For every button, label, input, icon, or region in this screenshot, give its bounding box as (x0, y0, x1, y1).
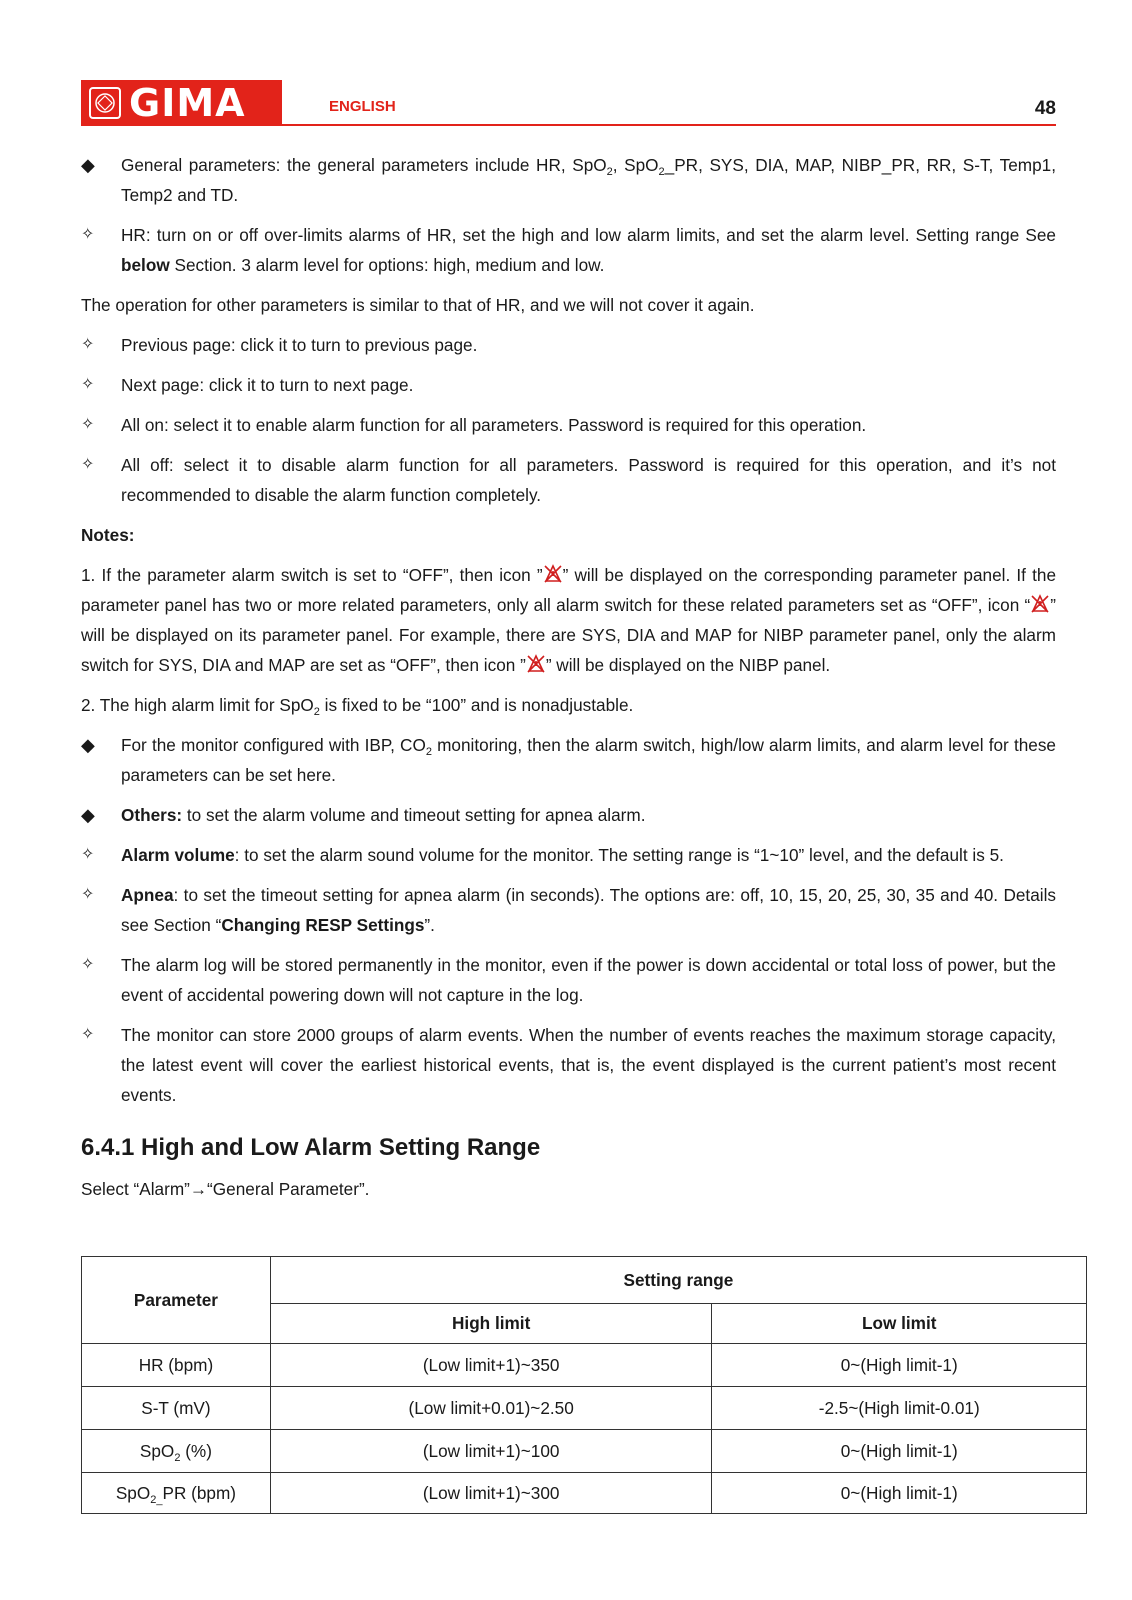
alarm-range-table (81, 1256, 1087, 1514)
text-run: ”. (424, 915, 435, 935)
table-row (82, 1430, 1087, 1473)
subscript: 2 (313, 706, 320, 718)
text-run: PR (bpm) (162, 1482, 237, 1503)
page-header (81, 80, 1056, 126)
alarm-off-icon (543, 564, 563, 584)
alarm-off-icon (1030, 594, 1050, 614)
sub-bullet-item (81, 370, 1056, 400)
cell-low-limit: -2.5~(High limit-0.01) (712, 1387, 1087, 1430)
text-run: For the monitor configured with IBP, CO (121, 735, 426, 755)
paragraph (81, 690, 1056, 720)
bold-text: Notes: (81, 525, 135, 545)
text-run: monitoring, then the alarm switch, high/low alarm limits, and alarm level for these parameters can be set here. (121, 735, 1056, 785)
sub-bullet-item (81, 330, 1056, 360)
sub-bullet-item (81, 1020, 1056, 1110)
diamond-bullet-icon: ◆ (81, 805, 95, 825)
logo-text: GIMA (129, 81, 246, 125)
bullet-item (81, 150, 1056, 210)
text-run: 2. The high alarm limit for SpO (81, 695, 314, 715)
page-number: 48 (1034, 98, 1056, 119)
language-label: ENGLISH (329, 98, 396, 115)
text-run: All on: select it to enable alarm function for all parameters. Password is required for this operation. (121, 415, 867, 435)
text-run: Previous page: click it to turn to previous page. (121, 335, 478, 355)
header-low-limit: Low limit (712, 1304, 1087, 1344)
subscript: 2 (658, 166, 665, 178)
text-run: ” will be displayed on the NIBP panel. (545, 655, 831, 675)
text-run: to set the alarm volume and timeout setting for apnea alarm. (182, 805, 646, 825)
star-bullet-icon: ✧ (81, 376, 95, 393)
header-parameter: Parameter (82, 1257, 271, 1344)
diamond-bullet-icon: ◆ (81, 155, 95, 175)
star-bullet-icon: ✧ (81, 956, 95, 973)
text-run: _PR, SYS, DIA, MAP, NIBP_PR, RR, S-T, Temp1, Temp2 and TD. (121, 155, 1056, 205)
text-run: HR: turn on or off over-limits alarms of HR, set the high and low alarm limits, and set the alarm level. Setting range See (121, 225, 1056, 245)
text-run: SpO (115, 1482, 151, 1503)
text-run: General parameters: the general parameters include HR, SpO (121, 155, 607, 175)
bold-text: Alarm volume (121, 845, 235, 865)
gima-emblem-icon (89, 87, 121, 119)
paragraph (81, 520, 1056, 550)
table-header-row (82, 1257, 1087, 1304)
cell-parameter (82, 1344, 271, 1387)
subscript: 2_ (150, 1493, 163, 1506)
bullet-item (81, 730, 1056, 790)
gima-logo (81, 80, 282, 126)
table-row (82, 1387, 1087, 1430)
text-run: Next page: click it to turn to next page. (121, 375, 414, 395)
text-run: The monitor can store 2000 groups of alarm events. When the number of events reaches the maximum storage capacity, the latest event will cover the earliest historical events, that is, the event displayed is the current patient’s most recent events. (121, 1025, 1056, 1105)
diamond-bullet-icon: ◆ (81, 735, 95, 755)
header-high-limit: High limit (270, 1304, 712, 1344)
text-run: : to set the alarm sound volume for the monitor. The setting range is “1~10” level, and the default is 5. (234, 845, 1004, 865)
cell-low-limit: 0~(High limit-1) (712, 1473, 1087, 1514)
bold-text: Apnea (121, 885, 174, 905)
text-run: All off: select it to disable alarm function for all parameters. Password is required for this operation, and it’s not recommended to disable the alarm function completely. (121, 455, 1056, 505)
cell-low-limit: 0~(High limit-1) (712, 1430, 1087, 1473)
section-intro: Select “Alarm”→“General Parameter”. (81, 1179, 370, 1199)
subscript: 2 (174, 1451, 181, 1464)
text-run: Section. 3 alarm level for options: high, medium and low. (169, 255, 605, 275)
sub-bullet-item (81, 410, 1056, 440)
bold-text: Others: (121, 805, 183, 825)
text-run: SpO (139, 1440, 175, 1461)
body-text (81, 150, 1056, 1214)
sub-bullet-item (81, 950, 1056, 1010)
text-run: : to set the timeout setting for apnea alarm (in seconds). The options are: off, 10, 15, 20, 25, 30, 35 and 40. Details see Section “ (121, 885, 1056, 935)
sub-bullet-item (81, 220, 1056, 280)
text-run: is fixed to be “100” and is nonadjustable. (319, 695, 634, 715)
sub-bullet-item (81, 880, 1056, 940)
sub-bullet-item (81, 840, 1056, 870)
text-run: ” will be displayed on its parameter panel. For example, there are SYS, DIA and MAP for NIBP parameter panel, only the alarm switch for SYS, DIA and MAP are set as “OFF”, then icon ” (81, 595, 1056, 675)
table-row (82, 1344, 1087, 1387)
star-bullet-icon: ✧ (81, 336, 95, 353)
cell-parameter (82, 1430, 271, 1473)
alarm-off-icon (526, 654, 546, 674)
bullet-item (81, 800, 1056, 830)
star-bullet-icon: ✧ (81, 886, 95, 903)
cell-high-limit: (Low limit+1)~100 (270, 1430, 712, 1473)
section-heading: 6.4.1 High and Low Alarm Setting Range (81, 1134, 541, 1161)
text-run: ” will be displayed on the corresponding parameter panel. If the parameter panel has two or more related parameters, only all alarm switch for these related parameters set as “OFF”, icon “ (81, 565, 1056, 615)
paragraph-list (81, 150, 1056, 1110)
subscript: 2 (606, 166, 613, 178)
text-run: S-T (mV) (141, 1397, 211, 1418)
cell-parameter (82, 1473, 271, 1514)
text-run: , SpO (612, 155, 659, 175)
paragraph (81, 560, 1056, 680)
header-setting-range: Setting range (270, 1257, 1086, 1304)
text-run: (%) (180, 1440, 212, 1461)
star-bullet-icon: ✧ (81, 456, 95, 473)
sub-bullet-item (81, 450, 1056, 510)
star-bullet-icon: ✧ (81, 1026, 95, 1043)
star-bullet-icon: ✧ (81, 416, 95, 433)
cell-parameter (82, 1387, 271, 1430)
cell-low-limit: 0~(High limit-1) (712, 1344, 1087, 1387)
star-bullet-icon: ✧ (81, 226, 95, 243)
subscript: 2 (425, 746, 432, 758)
text-run: The alarm log will be stored permanently in the monitor, even if the power is down accidental or total loss of power, but the event of accidental powering down will not capture in the log. (121, 955, 1056, 1005)
table-row (82, 1473, 1087, 1514)
cell-high-limit: (Low limit+1)~300 (270, 1473, 712, 1514)
paragraph (81, 290, 1056, 320)
star-bullet-icon: ✧ (81, 846, 95, 863)
text-run: HR (bpm) (138, 1354, 214, 1375)
text-run: The operation for other parameters is similar to that of HR, and we will not cover it again. (81, 295, 755, 315)
cell-high-limit: (Low limit+0.01)~2.50 (270, 1387, 712, 1430)
text-run: 1. If the parameter alarm switch is set to “OFF”, then icon ” (81, 565, 543, 585)
bold-text: Changing RESP Settings (221, 915, 425, 935)
bold-text: below (121, 255, 170, 275)
header-rule (282, 124, 1056, 126)
cell-high-limit: (Low limit+1)~350 (270, 1344, 712, 1387)
